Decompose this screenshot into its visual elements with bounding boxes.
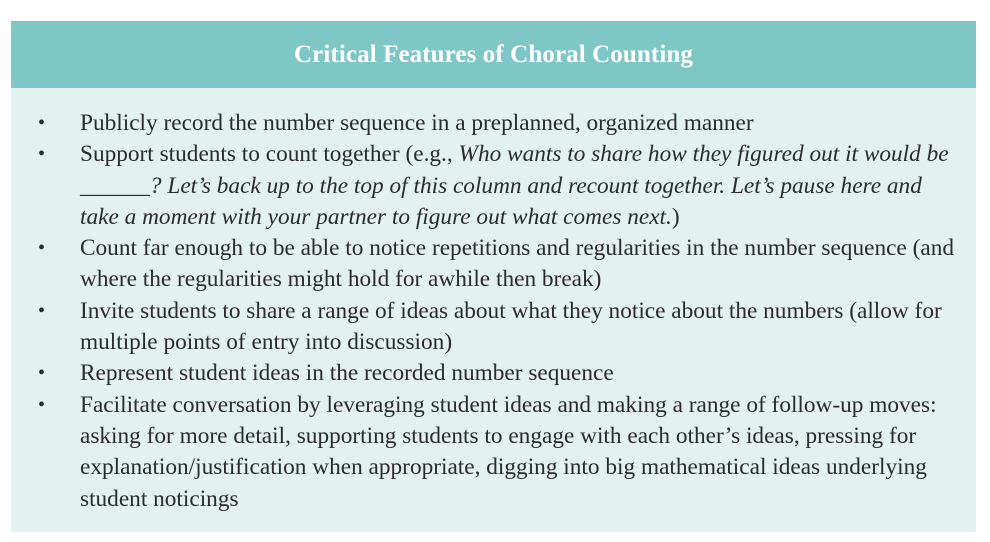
feature-text-end: ) — [671, 203, 680, 230]
feature-list — [11, 108, 976, 515]
bullet-icon: • — [38, 237, 46, 260]
list-item — [11, 358, 976, 389]
box-title: Critical Features of Choral Counting — [294, 40, 693, 68]
feature-text: Support students to count together (e.g., — [80, 141, 459, 168]
feature-text: Represent student ideas in the recorded number sequence — [80, 360, 614, 387]
list-item — [11, 139, 976, 233]
bullet-icon: • — [38, 112, 46, 134]
feature-example-italic: Who wants to share how they figured out it would be ______? Let’s back up to the top of this column and recount together. Let’s pause here and take a moment with your partner to figure out what comes next. — [80, 141, 949, 230]
bullet-icon: • — [38, 393, 46, 416]
bullet-icon: • — [38, 143, 46, 166]
feature-text: Publicly record the number sequence in a preplanned, organized manner — [80, 110, 754, 136]
bullet-icon: • — [38, 362, 46, 385]
feature-text: Facilitate conversation by leveraging student ideas and making a range of follow-up moves: asking for more detail, supporting students to engage with each other’s ideas, pressing for explanation/justification when appropriate, digging into big mathematical ideas underlying student noticings — [80, 391, 937, 512]
critical-features-box — [11, 21, 976, 532]
bullet-icon: • — [38, 299, 46, 322]
list-item — [11, 390, 976, 515]
list-item — [11, 296, 976, 359]
box-header — [11, 21, 976, 88]
feature-text: Invite students to share a range of ideas about what they notice about the numbers (allow for multiple points of entry into discussion) — [80, 297, 942, 356]
list-item — [11, 108, 976, 139]
feature-text: Count far enough to be able to notice repetitions and regularities in the number sequence (and where the regularities might hold for awhile then break) — [80, 235, 954, 293]
list-item — [11, 233, 976, 296]
